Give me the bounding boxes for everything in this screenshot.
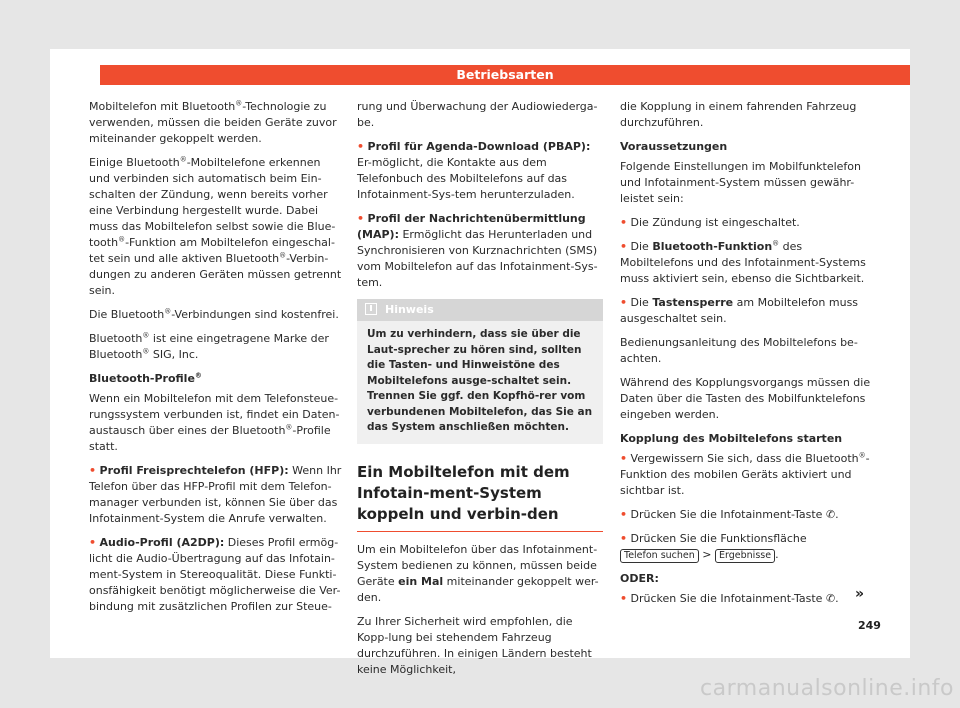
bullet-icon: •	[620, 508, 628, 521]
list-item: • Drücken Sie die Infotainment-Taste ✆.	[620, 508, 839, 521]
bullet-icon: •	[357, 212, 365, 225]
note-header: Hinweis	[357, 299, 603, 321]
note-box	[357, 299, 603, 444]
list-item: • Die Zündung ist eingeschaltet.	[620, 216, 800, 229]
paragraph: Wenn ein Mobiltelefon mit dem Telefonsteue-rungssystem verbunden ist, findet ein Daten-austausch über eines der Bluetooth®-Profile statt.	[89, 392, 340, 453]
subheading: Voraussetzungen	[620, 140, 728, 153]
subheading: Kopplung des Mobiltelefons starten	[620, 432, 843, 445]
section-title: Ein Mobiltelefon mit dem Infotain-ment-System koppeln und verbin-den	[357, 462, 603, 532]
paragraph: Die Bluetooth®-Verbindungen sind kostenfrei.	[89, 307, 339, 321]
note-text: Um zu verhindern, dass sie über die Laut-sprecher zu hören sind, sollten die Tasten- und Hinweistöne des Mobiltelefons ausge-schaltet sein. Trennen Sie ggf. den Kopfhö-rer vom verbundenen Mobiltelefon, das Sie an das System anschließen möchten.	[367, 328, 593, 433]
list-item: • Audio-Profil (A2DP): Dieses Profil ermög-licht die Audio-Übertragung auf das Infotain-ment-System in Stereoqualität. Diese Funkti-onsfähigkeit benötigt möglicherweise die Ver-bindung mit zusätzlichen Profilen zur Steue-	[89, 536, 341, 613]
list-item: • Die Bluetooth-Funktion® des Mobiltelefons und des Infotainment-Systems muss aktiviert sein, ebenso die Sichtbarkeit.	[620, 239, 866, 285]
bullet-icon: •	[620, 296, 628, 309]
list-item: • Profil für Agenda-Download (PBAP): Er-möglicht, die Kontakte aus dem Telefonbuch des Mobiltelefons auf das Infotainment-Sys-tem herunterzuladen.	[357, 140, 591, 201]
bullet-icon: •	[620, 592, 628, 605]
page-number: 249	[858, 619, 881, 632]
manual-page	[50, 49, 910, 676]
key-ergebnisse: Ergebnisse	[715, 549, 775, 563]
bullet-icon: •	[357, 140, 365, 153]
phone-icon: ✆	[825, 508, 836, 521]
list-item: • Profil Freisprechtelefon (HFP): Wenn Ihr Telefon über das HFP-Profil mit dem Telefon-manager verbunden ist, können Sie über das Infotainment-System die Anrufe verwalten.	[89, 464, 342, 525]
paragraph: Mobiltelefon mit Bluetooth®-Technologie zu verwenden, müssen die beiden Geräte zuvor miteinander gekoppelt werden.	[89, 99, 337, 145]
column-2	[357, 99, 603, 686]
key-telefon-suchen: Telefon suchen	[620, 549, 699, 563]
list-item: • Drücken Sie die Funktionsfläche Telefon suchen > Ergebnisse .	[620, 532, 807, 561]
paragraph: Einige Bluetooth®-Mobiltelefone erkennen und verbinden sich automatisch beim Ein-schalten der Zündung, wenn bereits vorher eine Verbindung hergestellt wurde. Dabei muss das Mobiltelefon selbst sowie die Blue-tooth®-Funktion am Mobiltelefon eingeschal-tet sein und alle aktiven Bluetooth®-Verbin-dungen zu anderen Geräten müssen getrennt sein.	[89, 155, 342, 297]
section-header: Betriebsarten	[100, 65, 910, 85]
list-item: • Profil der Nachrichtenübermittlung (MAP): Ermöglicht das Herunterladen und Synchronisieren von Kurznachrichten (SMS) vom Mobiltelefon auf das Infotainment-Sys-tem.	[357, 212, 598, 289]
info-icon	[365, 303, 377, 315]
list-item: • Drücken Sie die Infotainment-Taste ✆.	[620, 592, 839, 605]
subheading: Bluetooth-Profile®	[89, 371, 202, 385]
bullet-icon: •	[620, 532, 628, 545]
paragraph: Während des Kopplungsvorgangs müssen die Daten über die Tasten des Mobilfunktelefons eingeben werden.	[620, 376, 871, 421]
watermark: carmanualsonline.info	[700, 676, 954, 701]
continue-arrow-icon: »	[855, 586, 865, 602]
paragraph: die Kopplung in einem fahrenden Fahrzeug durchzuführen.	[620, 100, 857, 129]
list-item: • Die Tastensperre am Mobiltelefon muss ausgeschaltet sein.	[620, 296, 859, 325]
column-1	[89, 99, 344, 623]
subheading: ODER:	[620, 572, 659, 585]
bullet-icon: •	[89, 536, 97, 549]
paragraph: rung und Überwachung der Audiowiederga-be.	[357, 100, 598, 129]
paragraph: Folgende Einstellungen im Mobilfunktelefon und Infotainment-System müssen gewähr-leistet sein:	[620, 160, 862, 205]
bullet-icon: •	[620, 216, 628, 229]
phone-icon: ✆	[825, 592, 836, 605]
paragraph: Bluetooth® ist eine eingetragene Marke der Bluetooth® SIG, Inc.	[89, 331, 329, 361]
paragraph: Bedienungsanleitung des Mobiltelefons be-achten.	[620, 336, 858, 365]
paragraph: Zu Ihrer Sicherheit wird empfohlen, die Kopp-lung bei stehendem Fahrzeug durchzuführen. In einigen Ländern besteht keine Möglichkeit,	[357, 614, 592, 676]
column-3	[620, 99, 872, 615]
bullet-icon: •	[89, 464, 97, 477]
list-item: • Vergewissern Sie sich, dass die Bluetooth®-Funktion des mobilen Geräts aktiviert und sichtbar ist.	[620, 451, 870, 497]
bullet-icon: •	[620, 240, 628, 253]
bullet-icon: •	[620, 452, 628, 465]
paragraph: Um ein Mobiltelefon über das Infotainment-System bedienen zu können, müssen beide Geräte ein Mal miteinander gekoppelt wer-den.	[357, 542, 599, 604]
